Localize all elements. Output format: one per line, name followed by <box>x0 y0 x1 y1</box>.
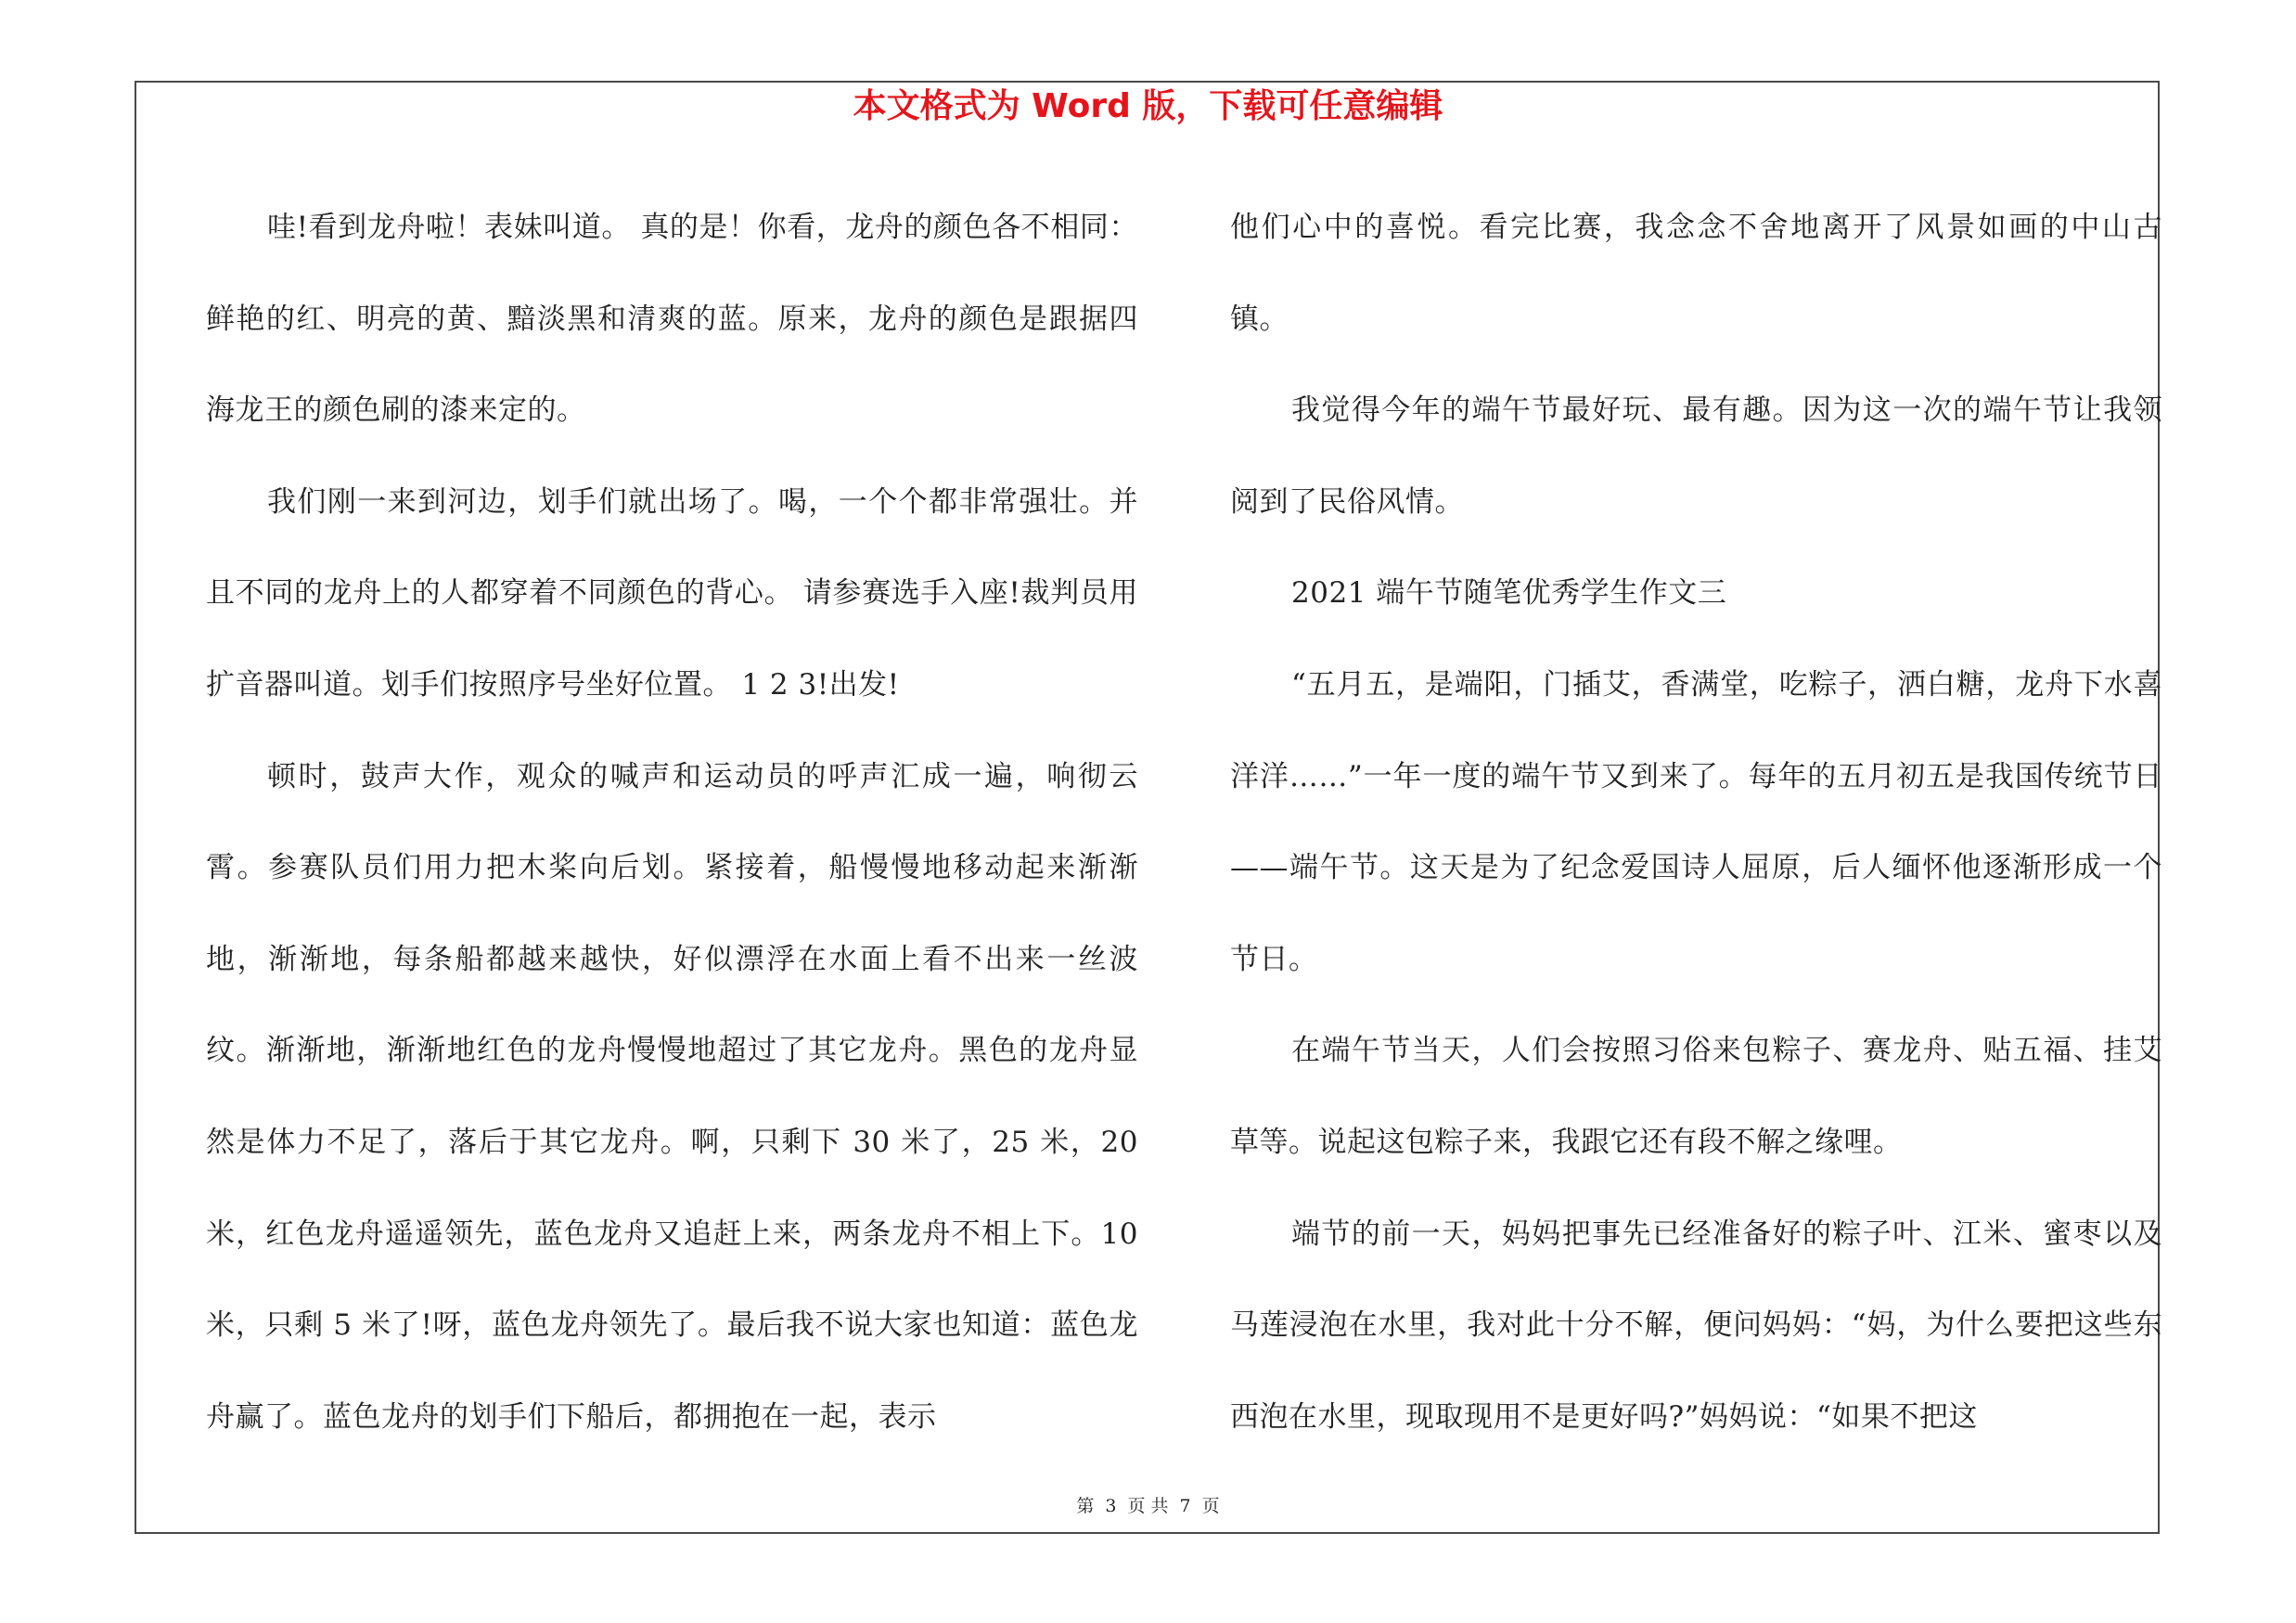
paragraph: 他们心中的喜悦。看完比赛，我念念不舍地离开了风景如画的中山古镇。 <box>1230 211 2162 336</box>
paragraph: 我们刚一来到河边，划手们就出场了。喝，一个个都非常强壮。并且不同的龙舟上的人都穿着不同颜色的背心。 请参赛选手入座!裁判员用扩音器叫道。划手们按照序号坐好位置。 1 2 3!出发! <box>206 484 1138 702</box>
page-number-footer <box>0 1492 2296 1520</box>
footer-suffix: 页 <box>1201 1496 1220 1516</box>
paragraph: 端节的前一天，妈妈把事先已经准备好的粽子叶、江米、蜜枣以及马莲浸泡在水里，我对此十分不解，便问妈妈：“妈，为什么要把这些东西泡在水里，现取现用不是更好吗?”妈妈说：“如果不把这 <box>1230 1217 2162 1434</box>
left-column <box>206 182 1138 1462</box>
paragraph: 我觉得今年的端午节最好玩、最有趣。因为这一次的端午节让我领阅到了民俗风情。 <box>1230 393 2162 519</box>
footer-middle: 页 共 <box>1127 1496 1169 1516</box>
section-heading: 2021 端午节随笔优秀学生作文三 <box>1291 576 1727 611</box>
right-column <box>1230 182 2162 1462</box>
total-pages-number: 7 <box>1179 1496 1191 1516</box>
footer-prefix: 第 <box>1076 1496 1095 1516</box>
current-page-number: 3 <box>1105 1496 1117 1516</box>
paragraph: “五月五，是端阳，门插艾，香满堂，吃粽子，洒白糖，龙舟下水喜洋洋……”一年一度的端午节又到来了。每年的五月初五是我国传统节日——端午节。这天是为了纪念爱国诗人屈原，后人缅怀他逐渐形成一个节日。 <box>1230 667 2162 976</box>
paragraph: 顿时，鼓声大作，观众的喊声和运动员的呼声汇成一遍，响彻云霄。参赛队员们用力把木桨向后划。紧接着，船慢慢地移动起来渐渐地，渐渐地，每条船都越来越快，好似漂浮在水面上看不出来一丝波纹。渐渐地，渐渐地红色的龙舟慢慢地超过了其它龙舟。黑色的龙舟显然是体力不足了，落后于其它龙舟。啊，只剩下 30 米了，25 米，20 米，红色龙舟遥遥领先，蓝色龙舟又追赶上来，两条龙舟不相上下。10 米，只剩 5 米了!呀，蓝色龙舟领先了。最后我不说大家也知道：蓝色龙舟赢了。蓝色龙舟的划手们下船后，都拥抱在一起，表示 <box>206 759 1138 1434</box>
paragraph: 哇!看到龙舟啦！表妹叫道。 真的是！你看，龙舟的颜色各不相同：鲜艳的红、明亮的黄、黯淡黑和清爽的蓝。原来，龙舟的颜色是跟据四海龙王的颜色刷的漆来定的。 <box>206 211 1138 428</box>
format-banner: 本文格式为 Word 版，下载可任意编辑 <box>853 87 1443 125</box>
paragraph: 在端午节当天，人们会按照习俗来包粽子、赛龙舟、贴五福、挂艾草等。说起这包粽子来，我跟它还有段不解之缘哩。 <box>1230 1034 2162 1159</box>
